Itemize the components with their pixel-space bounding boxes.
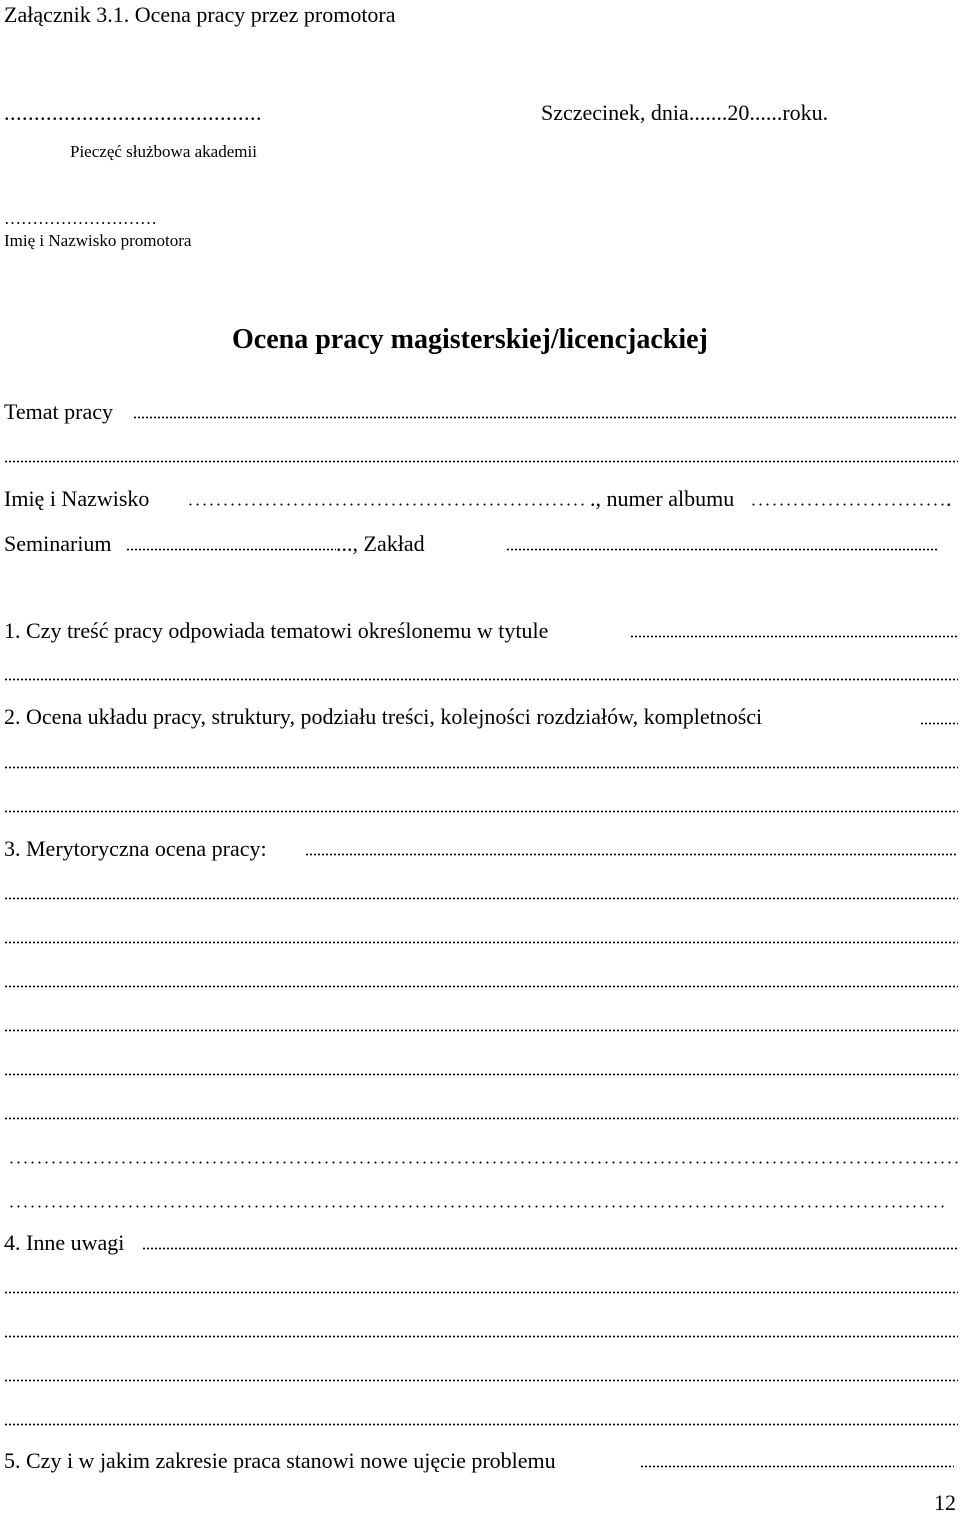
q3-dotted-line-2 [4,897,958,900]
question-1-number: 1. [4,618,21,643]
question-4 [4,1232,124,1254]
page-number: 12 [934,1490,956,1515]
album-label: ., numer albumu [590,486,735,511]
q2-dotted-line-2 [4,766,958,769]
q4-dotted-line-3 [4,1335,958,1338]
q4-dotted-line-2 [4,1291,958,1294]
q4-dotted-line-5 [4,1423,958,1426]
q3-ellipsis-line-1 [8,1161,958,1164]
seminar-dotted-line [126,548,336,551]
form-title: Ocena pracy magisterskiej/licencjackiej [232,324,708,355]
q3-ellipsis-line-2 [8,1205,948,1208]
question-3-number: 3. [4,836,21,861]
q3-dotted-line-4 [4,985,958,988]
question-3-text: Merytoryczna ocena pracy: [26,836,267,861]
name-ellipsis-line [187,503,588,506]
annex-title: Załącznik 3.1. Ocena pracy przez promotora [4,2,396,27]
stamp-label: Pieczęć służbowa akademii [70,142,257,161]
place-date: Szczecinek, dnia.......20......roku. [541,100,829,125]
question-4-text: Inne uwagi [26,1230,125,1255]
q4-dotted-line [142,1247,958,1250]
promoter-dots: ……………………… [4,209,157,228]
q1-dotted-line [630,635,958,638]
album-ellipsis-line [750,503,945,506]
topic-label: Temat pracy [4,399,114,424]
q4-dotted-line-4 [4,1379,958,1382]
album-end: . [946,486,952,511]
q3-dotted-line-5 [4,1029,958,1032]
seminar-label: Seminarium [4,531,112,556]
department-dotted-line [506,548,938,551]
question-5-number: 5. [4,1448,21,1473]
question-1 [4,620,548,642]
question-5-text: Czy i w jakim zakresie praca stanowi nowe ujęcie problemu [26,1448,556,1473]
stamp-dots: ........................................... [4,100,262,125]
question-2 [4,706,762,728]
q5-dotted-line [640,1465,954,1468]
question-1-text: Czy treść pracy odpowiada tematowi określonemu w tytule [26,618,549,643]
question-5 [4,1450,556,1472]
q3-dotted-line [305,853,958,856]
q2-dotted-line-3 [4,810,958,813]
topic-dotted-line [133,416,958,419]
q3-dotted-line-3 [4,941,958,944]
q2-dotted-line [920,722,958,725]
q3-dotted-line-7 [4,1117,958,1120]
q1-dotted-line-2 [4,678,958,681]
promoter-label: Imię i Nazwisko promotora [4,231,192,250]
question-2-number: 2. [4,704,21,729]
question-4-number: 4. [4,1230,21,1255]
department-label: ..., Zakład [336,531,425,556]
question-2-text: Ocena układu pracy, struktury, podziału treści, kolejności rozdziałów, kompletności [26,704,763,729]
name-label: Imię i Nazwisko [4,486,150,511]
question-3 [4,838,267,860]
q3-dotted-line-6 [4,1073,958,1076]
topic-dotted-line-2 [4,460,958,463]
